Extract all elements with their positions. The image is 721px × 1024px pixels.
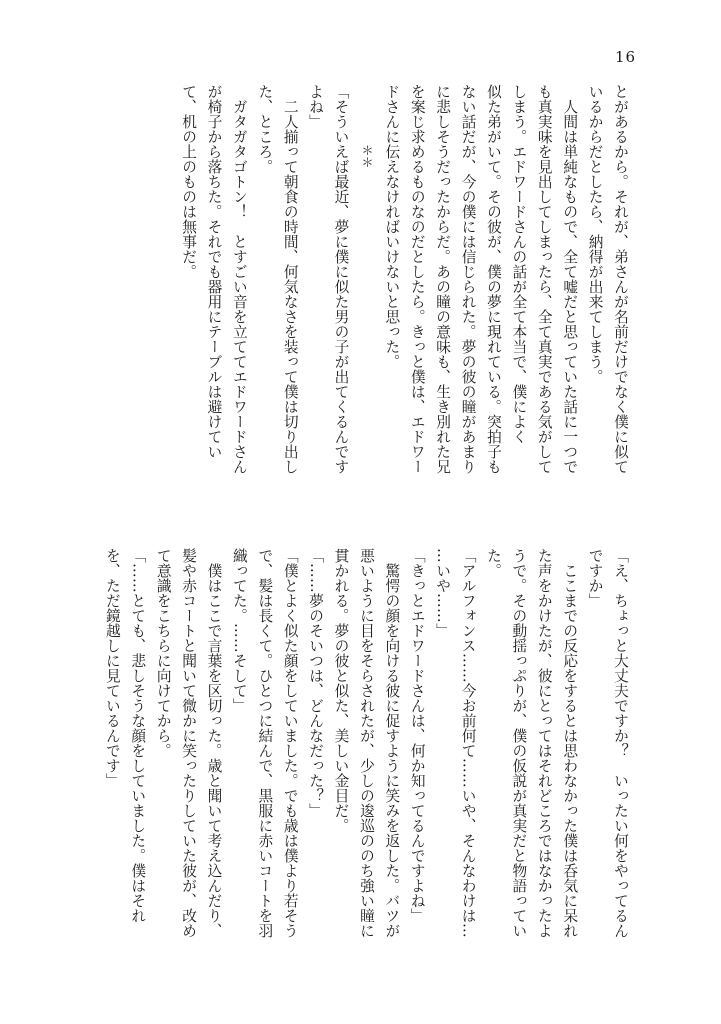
text-line: ガタガタゴトン！ とすごい音を立ててエドワードさん — [230, 84, 248, 474]
text-line: 人間は単純なもので、全て嘘だと思っていた話に一つで — [561, 84, 579, 474]
text-line: 織ってた。……そして」 — [230, 548, 248, 713]
text-line: 貫かれる。夢の彼と似た、美しい金目だ。 — [332, 548, 350, 833]
text-line: 「きっとエドワードさんは、何か知ってるんですよね」 — [408, 548, 426, 923]
text-line: うで。その動揺っぷりが、僕の仮説が真実だと物語ってい — [510, 548, 528, 938]
text-line: を、ただ鏡越しに見ているんです」 — [103, 548, 121, 788]
text-line: 二人揃って朝食の時間、何気なさを装って僕は切り出し — [281, 84, 299, 474]
text-line: しまう。エドワードさんの話が全て本当で、僕によく — [510, 84, 528, 444]
text-line: …いや……」 — [434, 548, 452, 638]
text-line: 驚愕の顔を向ける彼に促すように笑みを返した。バツが — [383, 548, 401, 938]
text-line: 似た弟がいて。その彼が、僕の夢に現れている。突拍子も — [484, 84, 502, 474]
text-line: 「僕とよく似た顔をしていました。でも歳は僕より若そう — [281, 548, 299, 938]
text-line: ここまでの反応をするとは思わなかった僕は呑気に呆れ — [561, 548, 579, 938]
text-line: 「アルフォンス……今お前何て……いや、そんなわけは… — [459, 548, 477, 938]
text-line: た声をかけたが、彼にとってはそれどころではなかったよ — [535, 548, 553, 938]
text-line: た。 — [484, 548, 502, 578]
text-block-top — [176, 84, 633, 484]
text-line: いるからだとしたら、納得が出来てしまう。 — [586, 84, 604, 384]
text-line: 髪や赤コートと聞いて微かに笑ったりしていた彼が、改め — [180, 548, 198, 938]
text-block-bottom — [99, 548, 633, 968]
text-line: ドさんに伝えなければいけないと思った。 — [383, 84, 401, 369]
text-line: も真実味を見出してしまったら、全て真実である気がして — [535, 84, 553, 474]
text-line: 「……夢のそいつは、どんなだった？」 — [307, 548, 325, 818]
text-line: 僕はここで言葉を区切った。歳と聞いて考え込んだり、 — [205, 548, 223, 938]
text-line: 「そういえば最近、夢に僕に似た男の子が出てくるんです — [332, 84, 350, 474]
text-line: ですか」 — [586, 548, 604, 608]
text-line: を案じ求めるものなのだとしたら。きっと僕は、エドワー — [408, 84, 426, 474]
text-line: に悲しそうだったからだ。あの瞳の意味も、生き別れた兄 — [434, 84, 452, 474]
text-line: よね」 — [307, 84, 325, 129]
text-line: で、髪は長くて。ひとつに結んで、黒服に赤いコートを羽 — [256, 548, 274, 938]
text-line: 悪いように目をそらされたが、少しの逡巡ののち強い瞳に — [357, 548, 375, 938]
text-line: て意識をこちらに向けてから。 — [154, 548, 172, 758]
text-line: とがあるから。それが、弟さんが名前だけでなく僕に似て — [612, 84, 629, 474]
text-line: 「え、ちょっと大丈夫ですか？ いったい何をやってるん — [612, 548, 629, 938]
text-line: ない話だが、今の僕には信じられた。夢の彼の瞳があまり — [459, 84, 477, 474]
text-line: 「……とても、悲しそうな顔をしていました。僕はそれ — [129, 548, 147, 923]
text-line: が椅子から落ちた。それでも器用にテーブルは避けてい — [205, 84, 223, 459]
text-line: て、机の上のものは無事だ。 — [180, 84, 198, 279]
text-line: た、ところ。 — [256, 84, 274, 174]
scene-break-asterism: ＊＊ — [359, 144, 374, 168]
page-number: 16 — [615, 48, 637, 66]
